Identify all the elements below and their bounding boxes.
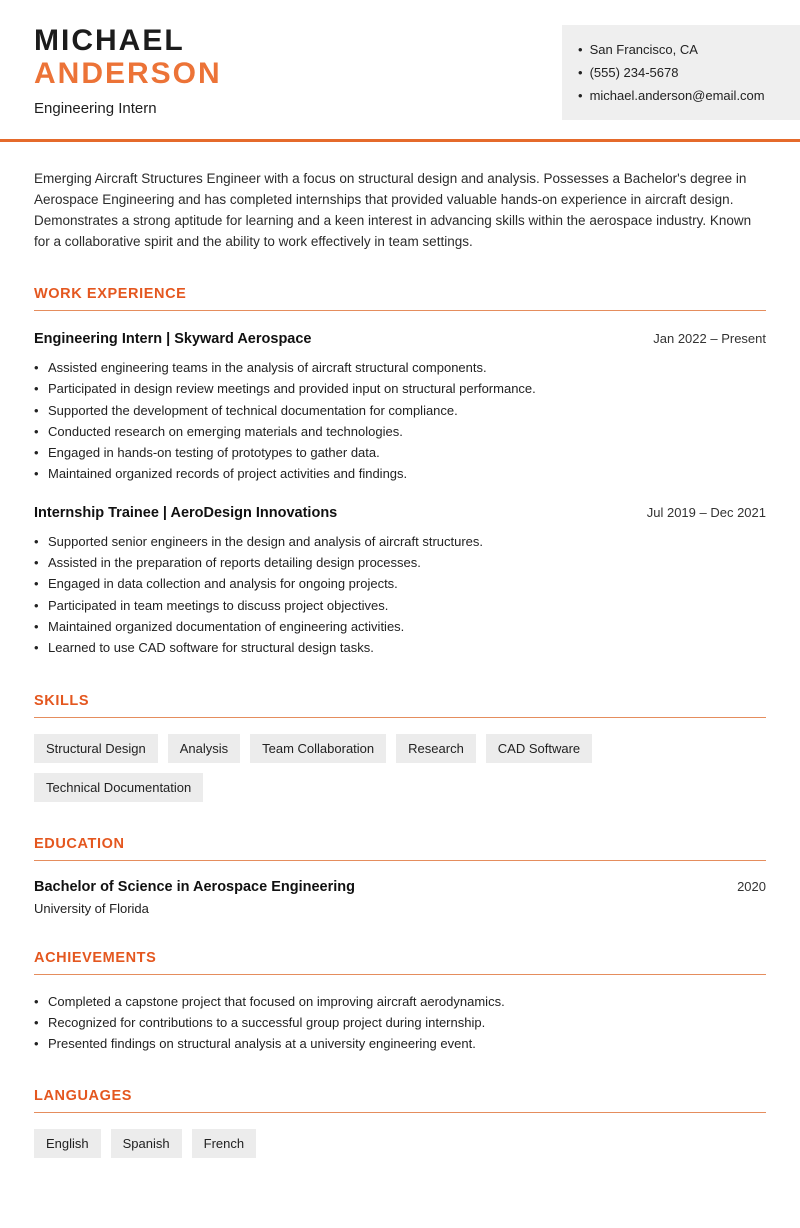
language-chip: English (34, 1129, 101, 1158)
bullet-icon: • (578, 42, 583, 57)
job-bullet: • Maintained organized records of project activities and findings. (34, 463, 766, 484)
skill-chip: Research (396, 734, 476, 763)
skill-chip: Team Collaboration (250, 734, 386, 763)
content (0, 168, 800, 1228)
achievements-bullet-list (34, 991, 766, 1055)
contact-location-text: San Francisco, CA (589, 42, 698, 57)
section-title-work-experience: WORK EXPERIENCE (34, 286, 187, 302)
section-title-languages: LANGUAGES (34, 1088, 133, 1105)
contact-phone-text: (555) 234-5678 (589, 65, 679, 80)
section-rule (34, 974, 766, 975)
job-bullet: • Assisted engineering teams in the analysis of aircraft structural components. (34, 357, 766, 378)
education-school: University of Florida (34, 900, 149, 916)
language-chip: Spanish (111, 1129, 182, 1158)
section-title-education: EDUCATION (34, 835, 125, 852)
bottom-spacer (34, 1158, 766, 1228)
skills-chip-list (34, 734, 766, 802)
header-divider (0, 139, 800, 142)
section-education (34, 836, 766, 916)
contact-location (578, 38, 784, 61)
language-chip: French (192, 1129, 256, 1158)
education-degree: Bachelor of Science in Aerospace Engineering (34, 878, 355, 895)
job-bullet: • Engaged in data collection and analysis for ongoing projects. (34, 573, 766, 594)
achievement-bullet: • Completed a capstone project that focused on improving aircraft aerodynamics. (34, 991, 766, 1012)
job-bullet-list (34, 531, 766, 659)
section-languages (34, 1088, 766, 1158)
section-skills (34, 693, 766, 802)
education-year: 2020 (737, 878, 766, 894)
section-achievements (34, 950, 766, 1055)
contact-email (578, 84, 784, 107)
first-name: MICHAEL (34, 24, 185, 57)
job-bullet: • Participated in design review meetings and provided input on structural performance. (34, 378, 766, 399)
section-title-skills: SKILLS (34, 692, 90, 709)
job-bullet: • Engaged in hands-on testing of prototypes to gather data. (34, 442, 766, 463)
summary-paragraph: Emerging Aircraft Structures Engineer with a focus on structural design and analysis. Possesses a Bachelor's degree in Aerospace Engineering and has completed internships that provided valuable hands-on experience in aircraft design. Demonstrates a strong aptitude for learning and a keen interest in advancing skills within the aerospace industry. Known for a collaborative spirit and the ability to work effectively in team settings. (34, 171, 752, 249)
section-title-achievements: ACHIEVEMENTS (34, 949, 157, 966)
section-rule (34, 310, 766, 311)
job-name: Internship Trainee | AeroDesign Innovations (34, 504, 338, 521)
contact-email-text: michael.anderson@email.com (589, 88, 765, 103)
section-work-experience (34, 286, 766, 659)
job-header (34, 505, 766, 521)
achievement-bullet: • Recognized for contributions to a successful group project during internship. (34, 1012, 766, 1033)
section-rule (34, 717, 766, 718)
job-bullet-list (34, 357, 766, 485)
education-entry (34, 879, 766, 895)
job-title: Engineering Intern (34, 100, 157, 117)
last-name: ANDERSON (34, 57, 222, 90)
job-bullet: • Supported the development of technical documentation for compliance. (34, 400, 766, 421)
skill-chip: Technical Documentation (34, 773, 203, 802)
skill-chip: CAD Software (486, 734, 592, 763)
job-bullet: • Assisted in the preparation of reports detailing design processes. (34, 552, 766, 573)
job-bullet: • Learned to use CAD software for structural design tasks. (34, 637, 766, 658)
job-entry (34, 505, 766, 659)
job-name: Engineering Intern | Skyward Aerospace (34, 331, 312, 347)
skill-chip: Structural Design (34, 734, 158, 763)
job-dates: Jul 2019 – Dec 2021 (646, 504, 766, 520)
header (0, 0, 800, 117)
skill-chip: Analysis (168, 734, 240, 763)
contact-phone (578, 61, 784, 84)
job-entry (34, 331, 766, 485)
languages-chip-list (34, 1129, 766, 1158)
job-header (34, 331, 766, 347)
job-bullet: • Supported senior engineers in the design and analysis of aircraft structures. (34, 531, 766, 552)
section-rule (34, 860, 766, 861)
bullet-icon: • (578, 65, 583, 80)
job-dates: Jan 2022 – Present (653, 331, 766, 346)
job-bullet: • Conducted research on emerging materials and technologies. (34, 421, 766, 442)
bullet-icon: • (578, 88, 583, 103)
job-bullet: • Participated in team meetings to discuss project objectives. (34, 595, 766, 616)
section-rule (34, 1112, 766, 1113)
achievement-bullet: • Presented findings on structural analysis at a university engineering event. (34, 1033, 766, 1054)
contact-card (562, 25, 800, 120)
job-bullet: • Maintained organized documentation of engineering activities. (34, 616, 766, 637)
